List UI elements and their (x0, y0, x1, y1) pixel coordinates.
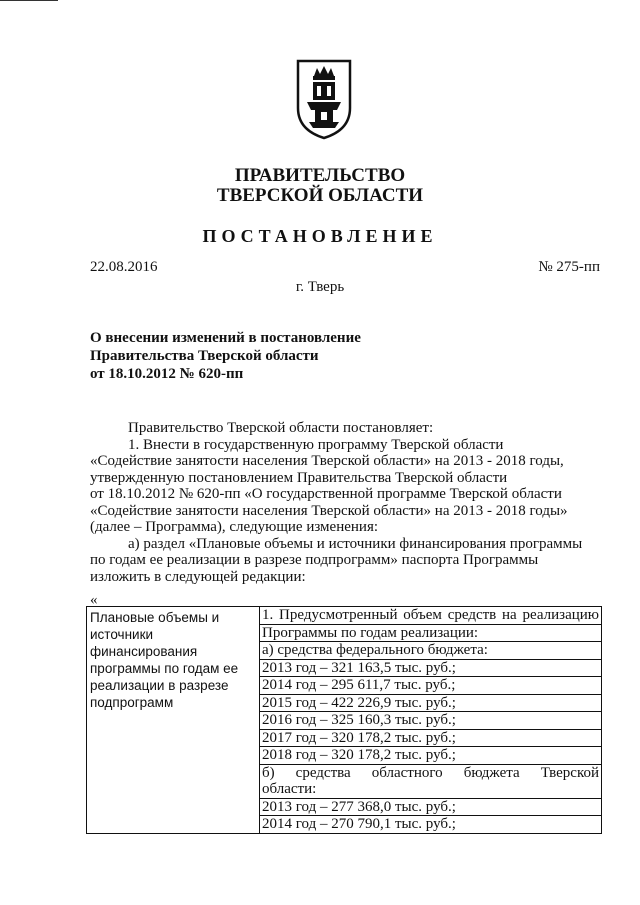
body-line: утвержденную постановлением Правительства Тверской области (90, 469, 508, 486)
document-number: № 275-пп (538, 259, 600, 275)
top-rule (0, 0, 58, 1)
body-line: 1. Внести в государственную программу Тверской области (128, 436, 504, 453)
body-line: (далее – Программа), следующие изменения: (90, 519, 379, 535)
coat-of-arms-icon (295, 58, 353, 140)
label-line: программы по годам ее (90, 661, 239, 676)
value-line: 2016 год – 325 160,3 тыс. руб.; (260, 712, 601, 730)
value-line: 2018 год – 320 178,2 тыс. руб.; (260, 747, 601, 765)
body-line: от 18.10.2012 № 620-пп «О государственной программе Тверской области (90, 486, 562, 502)
value-line: 2014 год – 270 790,1 тыс. руб.; (262, 816, 456, 832)
document-title (90, 329, 361, 383)
value-line: 2014 год – 295 611,7 тыс. руб.; (260, 677, 601, 695)
value-line: а) средства федерального бюджета: (260, 642, 601, 660)
title-line: О внесении изменений в постановление (90, 330, 361, 346)
financing-table (86, 606, 602, 834)
document-type: ПОСТАНОВЛЕНИЕ (202, 226, 438, 246)
body-line: а) раздел «Плановые объемы и источники финансирования программы (128, 535, 583, 552)
label-line: финансирования (90, 644, 198, 659)
value-line: 2013 год – 321 163,5 тыс. руб.; (260, 660, 601, 678)
body-line: изложить в следующей редакции: (90, 568, 306, 585)
value-line: б) средства областного бюджета Тверской (262, 764, 599, 781)
government-name-line1: ПРАВИТЕЛЬСТВО (234, 165, 406, 186)
financing-values-cell (260, 607, 602, 834)
value-line: Программы по годам реализации: (260, 625, 601, 643)
label-line: реализации в разрезе (90, 678, 229, 693)
value-line: 2017 год – 320 178,2 тыс. руб.; (260, 730, 601, 748)
quote-open: « (90, 592, 98, 608)
financing-label-cell (87, 607, 260, 834)
government-name-line2: ТВЕРСКОЙ ОБЛАСТИ (216, 185, 424, 206)
title-line: Правительства Тверской области (90, 348, 319, 364)
body-line: «Содействие занятости населения Тверской области» на 2013 - 2018 годы» (90, 502, 568, 519)
document-body (90, 420, 600, 585)
body-line: «Содействие занятости населения Тверской области» на 2013 - 2018 годы, (90, 453, 564, 469)
value-line: области: (260, 781, 601, 799)
value-line: 2013 год – 277 368,0 тыс. руб.; (260, 799, 601, 817)
document-date: 22.08.2016 (90, 259, 158, 275)
body-line: по годам ее реализации в разрезе подпрограмм» паспорта Программы (90, 552, 539, 568)
title-line: от 18.10.2012 № 620-пп (90, 366, 244, 382)
label-line: Плановые объемы и (90, 610, 220, 625)
label-line: подпрограмм (90, 695, 174, 710)
value-line: 2015 год – 422 226,9 тыс. руб.; (260, 695, 601, 713)
label-line: источники (90, 627, 154, 642)
document-city: г. Тверь (295, 279, 345, 295)
table-row (87, 607, 602, 834)
value-line: 1. Предусмотренный объем средств на реализацию (262, 607, 599, 623)
body-paragraph: Правительство Тверской области постановляет: (128, 420, 434, 436)
